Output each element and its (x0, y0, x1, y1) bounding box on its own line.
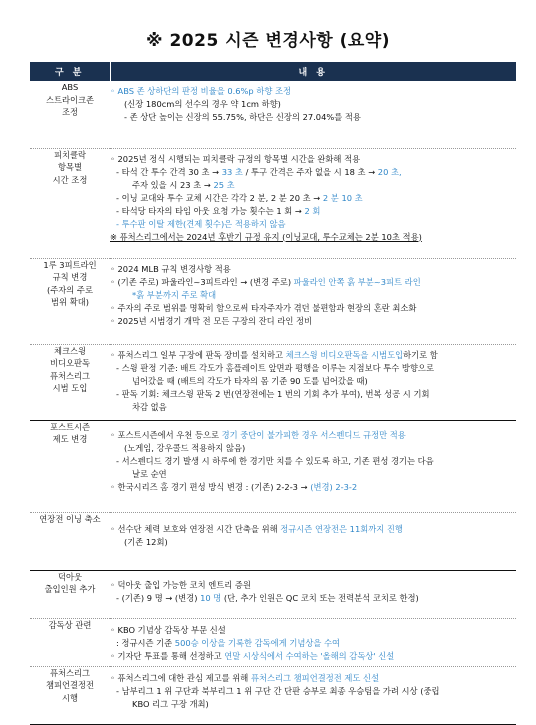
category-cell (30, 512, 110, 570)
category-cell (30, 344, 110, 420)
content-line: 주자 있을 시 23 초 → 25 초 (132, 179, 235, 190)
category-label: 포스트시즌 (49, 421, 91, 432)
category-label: 감독상 관련 (48, 619, 92, 630)
content-line: ◦ 2025년 정식 시행되는 피치클락 규정의 항목별 시간을 완화해 적용 (110, 153, 361, 164)
content-line: - 이닝 교대와 투수 교체 시간은 각각 2 분, 2 분 20 초 → 2 분 10 초 (116, 192, 363, 203)
category-label: (주자의 주로 (47, 284, 93, 295)
category-label: 스트라이크존 (45, 94, 95, 105)
category-label: 시간 조정 (52, 174, 88, 185)
content-cell (110, 258, 516, 344)
category-label: 퓨처스리그 (49, 370, 91, 381)
content-line: (신장 180cm의 선수의 경우 약 1cm 하향) (124, 99, 281, 109)
content-line: ◦ 주자의 주로 범위를 명확히 함으로써 타자주자가 겪던 불편함과 현장의 혼란 최소화 (110, 302, 417, 313)
content-line: - (기존) 9 명 → (변경) 10 명 (단, 추가 인원은 QC 코치 또는 전력분석 코치로 한정) (116, 592, 419, 603)
content-cell (110, 570, 516, 618)
category-label: 제도 변경 (52, 434, 88, 444)
content-line: - 스윙 판정 기준: 배트 각도가 홈플레이트 앞면과 평행을 이루는 지점보다 투수 방향으로 (116, 362, 434, 373)
category-label: 출입인원 추가 (44, 584, 96, 594)
content-line: ◦ 선수단 체력 보호와 연장전 시간 단축을 위해 정규시즌 연장전은 11회까지 진행 (110, 523, 403, 534)
category-label: ABS (61, 82, 79, 92)
content-line: 날로 순연 (132, 468, 167, 479)
table-row (30, 420, 516, 512)
content-line: ◦ 포스트시즌에서 우천 등으로 경기 중단이 불가피한 경우 서스펜디드 규정만 적용 (110, 429, 406, 440)
content-line: *흙 부분까지 주로 확대 (132, 289, 217, 300)
content-line: - 투수판 이탈 제한(견제 횟수)은 적용하지 않음 (116, 218, 286, 229)
content-cell (110, 81, 516, 148)
content-line: - 서스펜디드 경기 발생 시 하루에 한 경기만 치를 수 있도록 하고, 기존 편성 경기는 다음 (116, 455, 434, 466)
content-line: - 남부리그 1 위 구단과 북부리그 1 위 구단 간 단판 승부로 최종 우승팀을 가려 시상 (중립 (116, 685, 440, 696)
category-label: 시행 (61, 692, 79, 703)
category-label: 비디오판독 (49, 358, 91, 368)
table-row (30, 666, 516, 724)
content-line: KBO 리그 구장 개최) (132, 698, 209, 709)
content-line: ※ 퓨처스리그에서는 2024년 후반기 규정 유지 (이닝교대, 투수교체는 2분 10초 적용) (110, 231, 422, 242)
category-cell (30, 618, 110, 666)
content-line: 넘어갔을 때 (배트의 각도가 타자의 몸 기준 90 도를 넘어갔을 때) (132, 375, 368, 386)
category-label: 시범 도입 (52, 383, 88, 393)
content-line: ◦ 퓨처스리그에 대한 관심 제고를 위해 퓨처스리그 챔피언결정전 제도 신설 (110, 672, 380, 683)
content-line: : 정규시즌 기준 500승 이상을 기록한 감독에게 기념상을 수여 (116, 637, 341, 648)
table-row (30, 618, 516, 666)
table-row (30, 258, 516, 344)
category-cell (30, 420, 110, 512)
content-line: ◦ 2025년 시범경기 개막 전 모든 구장의 잔디 라인 정비 (110, 315, 313, 326)
content-cell (110, 148, 516, 258)
content-cell (110, 618, 516, 666)
category-cell (30, 81, 110, 148)
category-label: 체크스윙 (53, 345, 87, 356)
table-header (30, 62, 516, 81)
category-label: 1루 3피트라인 (43, 259, 97, 270)
content-line: ◦ 2024 MLB 규칙 변경사항 적용 (110, 263, 231, 274)
content-line: (노게임, 강우콜드 적용하지 않음) (124, 442, 246, 453)
content-line: - 타석당 타자의 타임 아웃 요청 가능 횟수는 1 회 → 2 회 (116, 205, 321, 216)
content-cell (110, 666, 516, 724)
content-line: - 타석 간 투수 간격 30 초 → 33 초 / 투구 간격은 주자 없을 시 18 초 → 20 초, (116, 166, 402, 177)
content-line: - 판독 기회: 체크스윙 판독 2 번(연장전에는 1 번의 기회 추가 부여), 번복 성공 시 기회 (116, 388, 430, 399)
content-line: ◦ (기존 주로) 파울라인~3피트라인 → (변경 주로) 파울라인 안쪽 흙 부분~3피트 라인 (110, 276, 421, 287)
table-row (30, 81, 516, 148)
category-cell (30, 570, 110, 618)
content-cell (110, 344, 516, 420)
category-cell (30, 258, 110, 344)
content-cell (110, 420, 516, 512)
category-label: 챔피언결정전 (45, 680, 95, 690)
category-label: 항목별 (57, 162, 83, 172)
content-line: ◦ 덕아웃 출입 가능한 코치 엔트리 증원 (110, 579, 251, 590)
table-row (30, 570, 516, 618)
content-line: ◦ 기자단 투표를 통해 선정하고 연말 시상식에서 수여하는 '올해의 감독상' 신설 (110, 650, 395, 661)
category-label: 조정 (61, 107, 79, 117)
header-content: 내 용 (110, 62, 516, 81)
content-line: - 존 상단 높이는 신장의 55.75%, 하단은 신장의 27.04%를 적용 (124, 112, 361, 122)
content-line: ◦ KBO 기념상 감독상 부문 신설 (110, 624, 226, 635)
content-line: ◦ 퓨처스리그 일부 구장에 판독 장비를 설치하고 체크스윙 비디오판독을 시범도입하기로 함 (110, 349, 438, 360)
category-label: 퓨처스리그 (49, 667, 91, 678)
content-line: ◦ ABS 존 상하단의 판정 비율을 0.6%p 하향 조정 (110, 86, 292, 96)
category-label: 피치클락 (53, 149, 87, 160)
table-row (30, 344, 516, 420)
category-label: 연장전 이닝 축소 (39, 513, 101, 524)
content-line: ◦ 한국시리즈 홈 경기 편성 방식 변경 : (기존) 2-2-3 → (변경) 2-3-2 (110, 481, 358, 492)
header-category: 구 분 (30, 62, 110, 81)
category-label: 규칙 변경 (52, 272, 88, 282)
category-label: 범위 확대) (51, 297, 89, 307)
content-line: 차감 없음 (132, 401, 167, 412)
changes-table (30, 62, 516, 725)
table-row (30, 148, 516, 258)
document-title: ※ 2025 시즌 변경사항 (요약) (146, 31, 390, 51)
category-cell (30, 148, 110, 258)
category-label: 덕아웃 (57, 571, 83, 582)
table-row (30, 512, 516, 570)
category-cell (30, 666, 110, 724)
content-cell (110, 512, 516, 570)
content-line: (기존 12회) (124, 536, 168, 547)
